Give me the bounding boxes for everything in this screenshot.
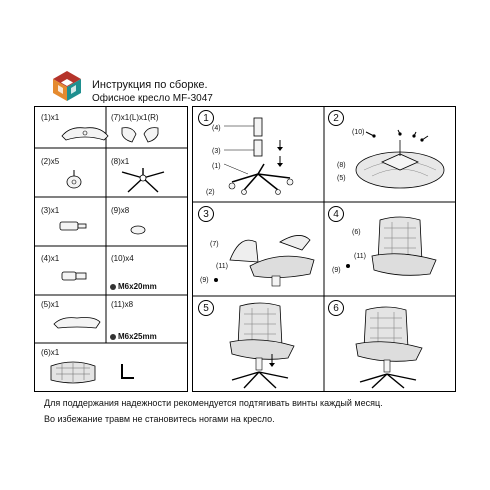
step-number-1: 1 [198,110,214,126]
part-label-10: (10)x4 [111,254,134,263]
callout-part-9-b: (9) [332,267,341,274]
caster-icon [64,168,84,190]
callout-part-8: (8) [337,162,346,169]
step5-chair-assembly [222,302,302,390]
step-number-3: 3 [198,206,214,222]
callout-part-2: (2) [206,189,215,196]
part-label-9: (9)x8 [111,206,130,215]
step1-base-assembly [224,116,304,194]
bolt-25mm-icon [108,332,118,342]
part-label-7: (7)x1(L)x1(R) [111,113,159,122]
cover-tube-icon [60,270,88,282]
callout-part-9: (9) [200,277,209,284]
seat-plate-icon [52,312,102,332]
backplate-icon [60,124,110,144]
callout-part-11-b: (11) [354,253,366,260]
page-subtitle: Офисное кресло MF-3047 [92,93,213,104]
step-number-2: 2 [328,110,344,126]
part-spec-11: M6x25mm [118,332,157,341]
part-label-2: (2)x5 [41,157,60,166]
step6-finished-chair [352,306,432,390]
part-label-6: (6)x1 [41,348,60,357]
step-number-4: 4 [328,206,344,222]
step-number-6: 6 [328,300,344,316]
base-star-icon [118,164,168,196]
gas-lift-icon [58,220,88,232]
callout-part-6: (6) [352,229,361,236]
brand-logo-icon [52,70,82,102]
callout-part-10: (10) [352,129,365,136]
hex-key-icon [118,362,138,382]
part-label-11: (11)x8 [111,300,134,309]
callout-part-11: (11) [216,263,228,270]
part-label-3: (3)x1 [41,206,60,215]
step-number-5: 5 [198,300,214,316]
part-spec-10: M6x20mm [118,282,157,291]
footer-note-maintenance: Для поддержания надежности рекомендуется подтягивать винты каждый месяц. [44,398,383,408]
callout-part-1: (1) [212,163,221,170]
part-label-4: (4)x1 [41,254,60,263]
part-label-5: (5)x1 [41,300,60,309]
armrest-bracket-icon [118,124,162,146]
bolt-20mm-icon [108,282,118,292]
callout-part-5: (5) [337,175,346,182]
footer-note-safety: Во избежание травм не становитесь ногами на кресло. [44,414,275,424]
step3-armrest-assembly [210,220,320,290]
callout-part-3: (3) [212,148,221,155]
step2-seat-assembly [352,124,448,194]
page-title: Инструкция по сборке. [92,79,208,91]
cap-icon [130,224,146,236]
part-label-8: (8)x1 [111,157,130,166]
callout-part-4: (4) [212,125,221,132]
part-label-1: (1)x1 [41,113,60,122]
callout-part-7: (7) [210,241,219,248]
step4-backrest-assembly [370,216,440,286]
seat-cushion-icon [48,358,98,386]
